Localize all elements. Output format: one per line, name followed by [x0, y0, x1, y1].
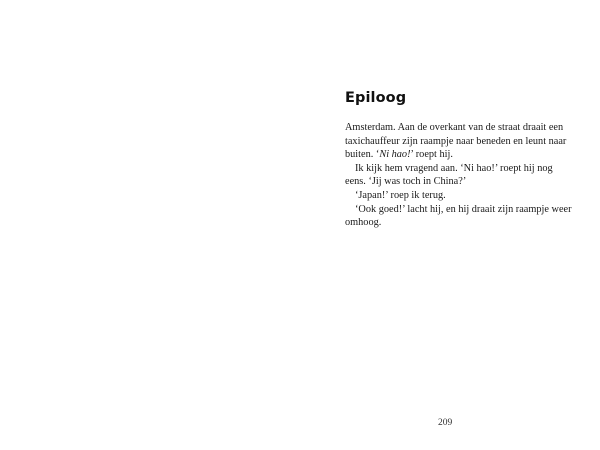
chapter-body	[345, 121, 573, 230]
paragraph-4: ‘Ook goed!’ lacht hij, en hij draait zijn raampje weer omhoog.	[345, 203, 572, 229]
paragraph-2: Ik kijk hem vragend aan. ‘Ni hao!’ roept hij nog eens. ‘Jij was toch in China?’	[345, 162, 553, 188]
paragraph-1-tail: ’ roept hij.	[410, 149, 453, 161]
page-number: 209	[438, 418, 453, 428]
paragraph-3: ‘Japan!’ roep ik terug.	[355, 189, 446, 201]
chapter-title: Epiloog	[345, 90, 407, 106]
paragraph-1	[345, 121, 573, 162]
paragraph-1-text: Amsterdam. Aan de overkant van de straat draait een taxichauffeur zijn raampje naar beneden en leunt naar buiten. ‘	[345, 122, 567, 161]
right-page	[300, 0, 600, 450]
paragraph-1-italic: Ni hao!	[379, 149, 411, 161]
